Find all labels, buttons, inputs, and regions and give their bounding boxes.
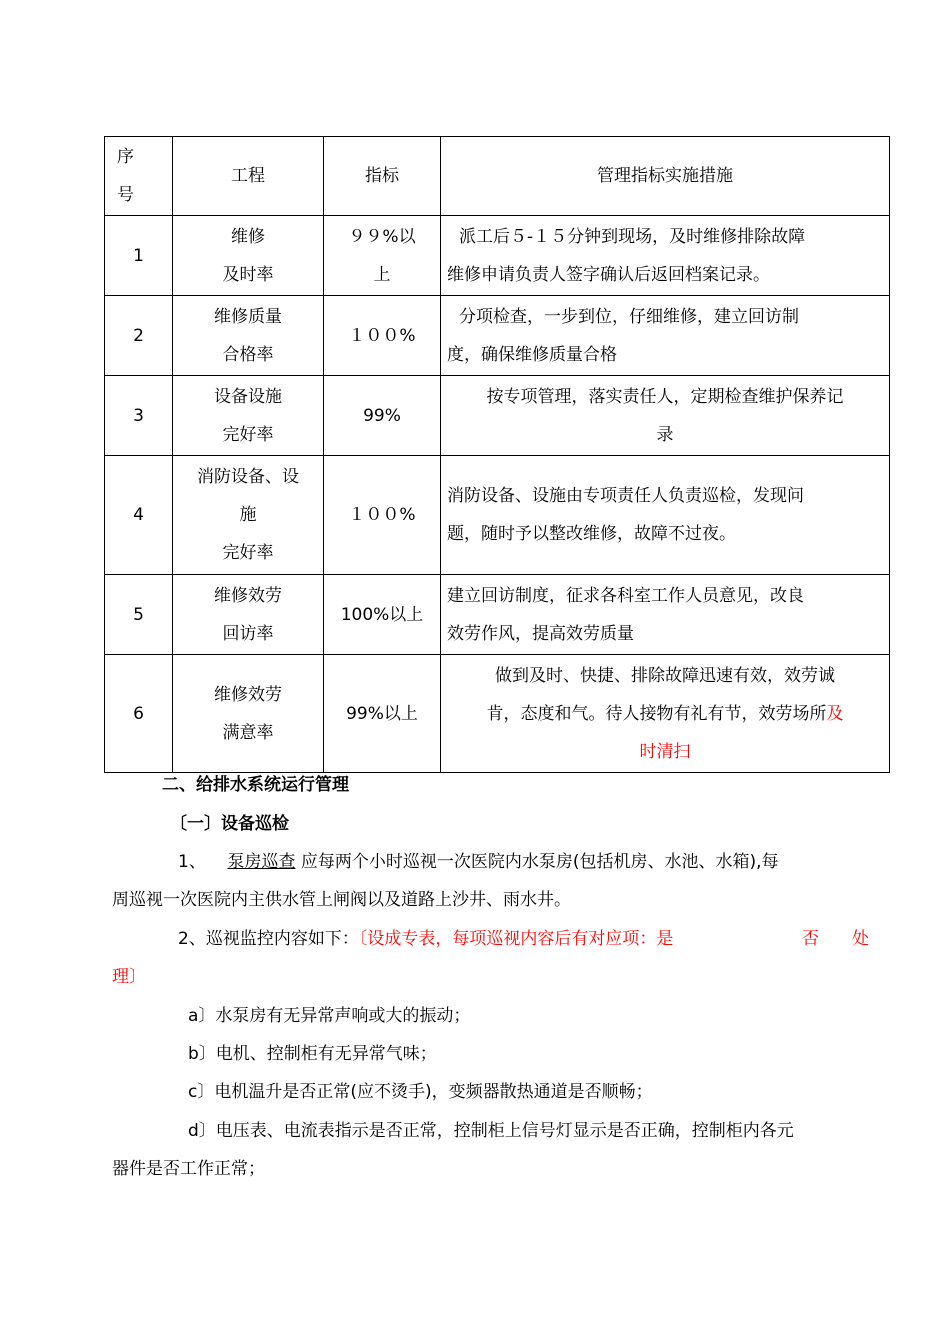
row-project: 维修效劳 满意率 [173, 655, 324, 773]
item-d: d〕电压表、电流表指示是否正常，控制柜上信号灯显示是否正确，控制柜内各元 [188, 1121, 794, 1141]
pump-room-inspection: 泵房巡查 [227, 852, 296, 872]
table-row [105, 296, 890, 376]
item-d-line2: 器件是否工作正常； [112, 1159, 265, 1179]
header-indicator: 指标 [324, 137, 441, 216]
sub-title: 〔一〕设备巡检 [170, 814, 289, 834]
table-row [105, 575, 890, 655]
row-indicator: １００% [324, 296, 441, 376]
row-seq: 4 [105, 456, 173, 575]
row-indicator: 99% [324, 376, 441, 456]
row-measure: 派工后５-１５分钟到现场，及时维修排除故障 维修申请负责人签字确认后返回档案记录。 [441, 216, 890, 296]
row-indicator: 100%以上 [324, 575, 441, 655]
paragraph-2-no: 否 [802, 929, 819, 949]
paragraph-1: 1、 泵房巡查 应每两个小时巡视一次医院内水泵房(包括机房、水池、水箱),每 [178, 852, 779, 872]
row-project: 设备设施 完好率 [173, 376, 324, 456]
row-measure: 按专项管理，落实责任人，定期检查维护保养记 录 [441, 376, 890, 456]
row-measure: 建立回访制度，征求各科室工作人员意见，改良 效劳作风，提高效劳质量 [441, 575, 890, 655]
section-title: 二、给排水系统运行管理 [162, 775, 349, 795]
paragraph-2-line2: 理〕 [112, 967, 146, 987]
paragraph-2: 2、巡视监控内容如下：〔设成专表，每项巡视内容后有对应项：是 [178, 929, 674, 949]
table-header-row [105, 137, 890, 216]
row-project: 维修质量 合格率 [173, 296, 324, 376]
row-measure: 做到及时、快捷、排除故障迅速有效，效劳诚 肯，态度和气。待人接物有礼有节，效劳场所及 时清扫 [441, 655, 890, 773]
row-indicator: ９９%以 上 [324, 216, 441, 296]
header-seq: 序 号 [105, 137, 173, 216]
header-measures: 管理指标实施措施 [441, 137, 890, 216]
row-project: 维修效劳 回访率 [173, 575, 324, 655]
table-row [105, 456, 890, 575]
row-seq: 1 [105, 216, 173, 296]
management-indicator-table [104, 136, 890, 773]
row-indicator: １００% [324, 456, 441, 575]
row-seq: 3 [105, 376, 173, 456]
table-row [105, 655, 890, 773]
row-measure: 分项检查，一步到位，仔细维修，建立回访制 度，确保维修质量合格 [441, 296, 890, 376]
paragraph-1-line2: 周巡视一次医院内主供水管上闸阀以及道路上沙井、雨水井。 [112, 890, 571, 910]
row-indicator: 99%以上 [324, 655, 441, 773]
row-seq: 2 [105, 296, 173, 376]
item-c: c〕电机温升是否正常(应不烫手)，变频器散热通道是否顺畅； [188, 1082, 653, 1102]
item-a: a〕水泵房有无异常声响或大的振动； [188, 1006, 471, 1026]
row-seq: 5 [105, 575, 173, 655]
paragraph-2-handle: 处 [852, 929, 869, 949]
header-project: 工程 [173, 137, 324, 216]
item-b: b〕电机、控制柜有无异常气味； [188, 1044, 437, 1064]
table-row [105, 376, 890, 456]
table-row [105, 216, 890, 296]
row-project: 消防设备、设 施 完好率 [173, 456, 324, 575]
row-measure: 消防设备、设施由专项责任人负责巡检，发现问 题，随时予以整改维修，故障不过夜。 [441, 456, 890, 575]
row-project: 维修 及时率 [173, 216, 324, 296]
row-seq: 6 [105, 655, 173, 773]
